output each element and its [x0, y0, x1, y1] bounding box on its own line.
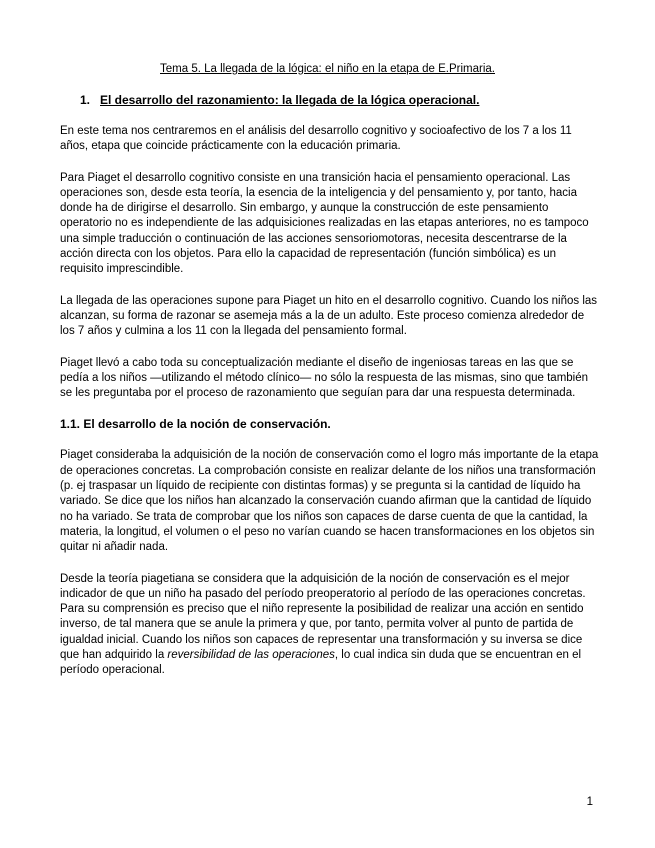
- paragraph: Para Piaget el desarrollo cognitivo consiste en una transición hacia el pensamiento operacional. Las operaciones son, desde esta teoría, la esencia de la inteligencia y del pensamiento y, por tanto, hacia donde ha de dirigirse el desarrollo. Sin embargo, y aunque la construcción de este pensamiento operatorio no es independiente de las adquisiciones realizadas en las etapas anteriores, no es tampoco una simple traducción o continuación de las acciones sensoriomotoras, necesita descentrarse de la acción directa con los objetos. Para ello la capacidad de representación (función simbólica) es un requisito imprescindible.: [60, 171, 589, 276]
- page-number: 1: [586, 796, 593, 808]
- paragraph-text: , lo cual indica sin duda que se encuentran en el período operacional.: [60, 649, 582, 677]
- document-title: Tema 5. La llegada de la lógica: el niño en la etapa de E.Primaria.: [160, 63, 495, 75]
- paragraph-text: Desde la teoría piagetiana se considera que la adquisición de la noción de conservación es el mejor indicador de que un niño ha pasado del período preoperatorio al período de las operaciones concretas. Para su comprensión es preciso que el niño represente la posibilidad de realizar una acción en sentido inverso, de tal manera que se anule la primera y que, por tanto, permita volver al punto de partida de igualdad inicial. Cuando los niños son capaces de representar una transformación y su inversa se dice que han adquirido la: [60, 572, 586, 662]
- document-body: [60, 124, 600, 695]
- paragraph: En este tema nos centraremos en el análisis del desarrollo cognitivo y socioafectivo de los 7 a los 11 años, etapa que coincide prácticamente con la educación primaria.: [60, 125, 572, 153]
- paragraph-with-emphasis: [60, 572, 600, 679]
- section-number: 1.: [80, 93, 91, 107]
- subsection-heading: 1.1. El desarrollo de la noción de conservación.: [60, 417, 331, 432]
- paragraph: La llegada de las operaciones supone para Piaget un hito en el desarrollo cognitivo. Cuando los niños las alcanzan, su forma de razonar se asemeja más a la de un adulto. Este proceso comienza alrededor de los 7 años y culmina a los 11 con la llegada del pensamiento formal.: [60, 294, 598, 338]
- paragraph: Piaget llevó a cabo toda su conceptualización mediante el diseño de ingeniosas tareas en las que se pedía a los niños —utilizando el método clínico— no sólo la respuesta de las mismas, sino que también se les preguntaba por el proceso de razonamiento que seguían para dar una respuesta determinada.: [60, 356, 589, 400]
- emphasized-term: reversibilidad de las operaciones: [167, 649, 335, 662]
- section-heading: [80, 93, 479, 108]
- section-heading-text: El desarrollo del razonamiento: la llegada de la lógica operacional.: [100, 93, 480, 107]
- paragraph: Piaget consideraba la adquisición de la noción de conservación como el logro más importante de la etapa de operaciones concretas. La comprobación consiste en realizar delante de los niños una transformación (p. ej traspasar un líquido de recipiente con distintas formas) y se pregunta si la cantidad de líquido ha variado. Se dice que los niños han alcanzado la conservación cuando afirman que la cantidad de líquido no ha variado. Se trata de comprobar que los niños son capaces de darse cuenta de que la cantidad, la materia, la longitud, el volumen o el peso no varían cuando se hacen transformaciones en los objetos sin quitar ni añadir nada.: [60, 449, 599, 554]
